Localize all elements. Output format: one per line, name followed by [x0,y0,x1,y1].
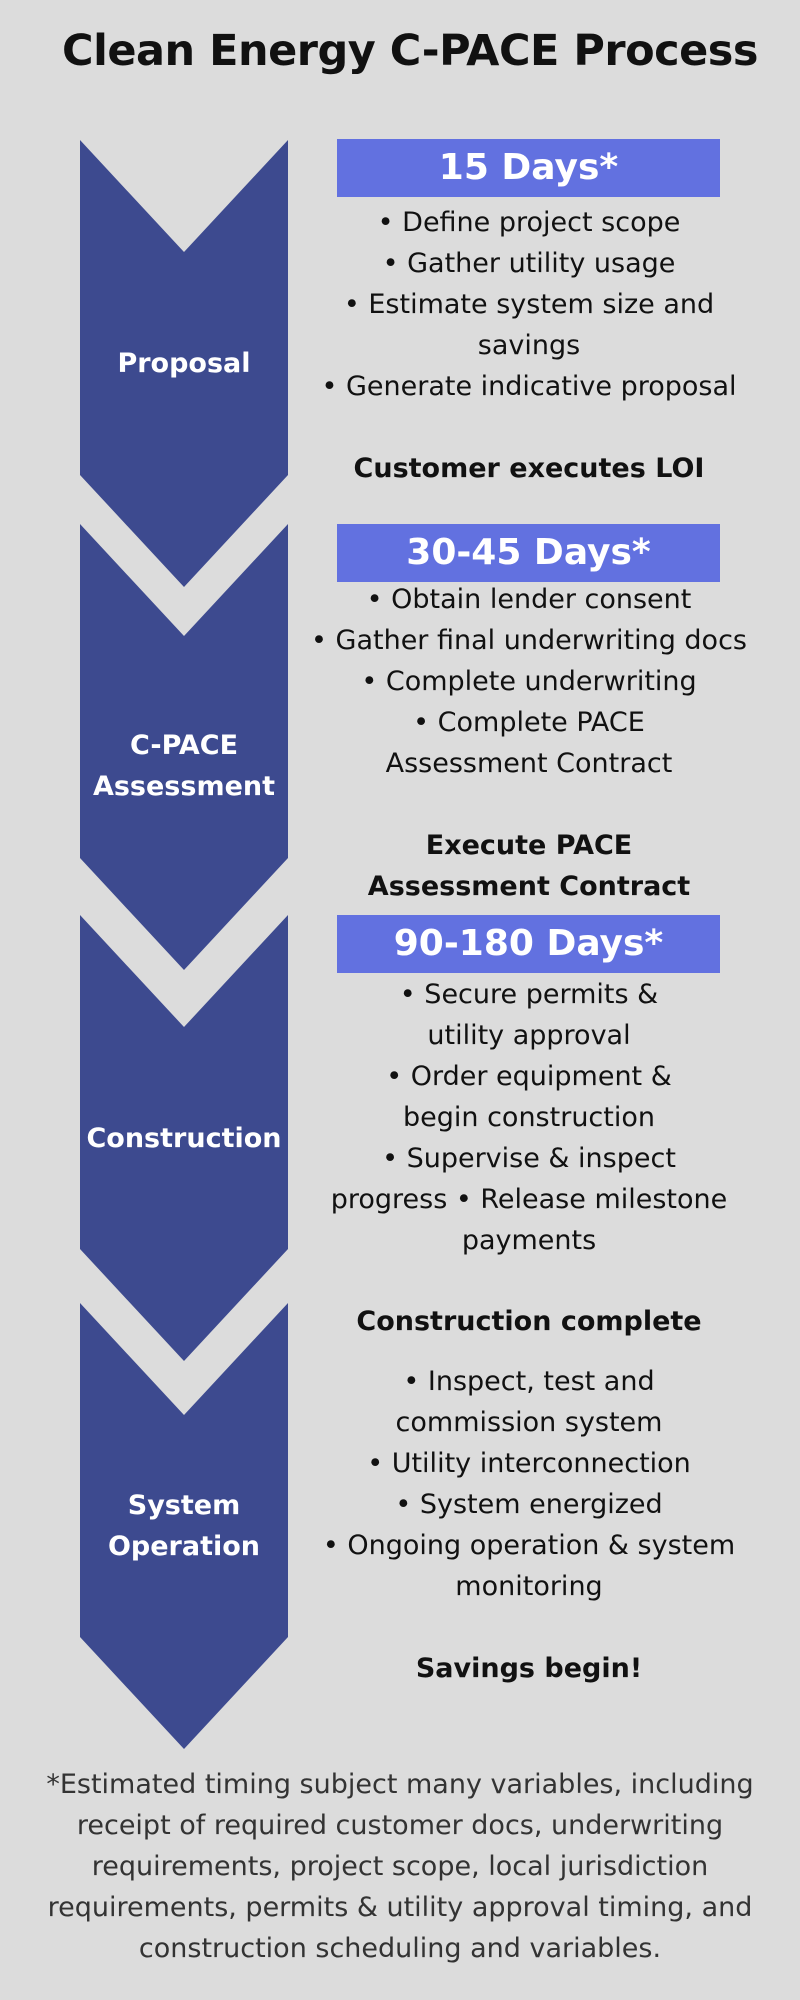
list-item: • Inspect, test and commission system [395,1366,663,1438]
list-item: • Obtain lender consent [366,584,692,615]
stage-label-line: Construction [86,1123,282,1154]
stage-label-line: Proposal [117,348,251,379]
stage-label-system-operation [80,1485,288,1567]
stage-label-cpace-assessment [80,725,288,807]
stage-label-line: C-PACE [129,730,239,761]
list-item: • Ongoing operation & system monitoring [322,1530,736,1602]
duration-badge-proposal: 15 Days* [337,139,720,197]
details-list-proposal [300,202,758,407]
stage-label-line: Assessment [92,771,276,802]
milestone-system-operation: Savings begin! [415,1653,643,1684]
details-list-system-operation [300,1361,758,1607]
milestone-cpace-assessment: Execute PACE Assessment Contract [367,830,691,902]
list-item: • Utility interconnection [367,1448,691,1479]
stage-label-line: Operation [107,1531,261,1562]
stage-label-proposal [80,343,288,384]
list-item: • Complete PACE Assessment Contract [385,707,673,779]
duration-badge-construction: 90-180 Days* [337,915,720,973]
list-item: • Complete underwriting [361,666,697,697]
duration-badge-cpace-assessment: 30-45 Days* [337,524,720,582]
list-item: • Define project scope [377,207,681,238]
list-item: • Supervise & inspect progress • Release milestone payments [330,1143,728,1256]
list-item: • System energized [395,1489,663,1520]
list-item: • Gather final underwriting docs [311,625,747,656]
list-item: • Estimate system size and savings [343,289,715,361]
list-item: • Gather utility usage [382,248,676,279]
list-item: • Secure permits & utility approval [399,979,659,1051]
page-title: Clean Energy C-PACE Process [62,26,758,76]
stage-label-line: System [127,1490,241,1521]
list-item: • Order equipment & begin construction [386,1061,672,1133]
milestone-proposal: Customer executes LOI [353,453,705,484]
details-list-construction [300,974,758,1261]
details-list-cpace-assessment [300,579,758,784]
stage-label-construction [80,1118,288,1159]
footnote: *Estimated timing subject many variables, including receipt of required customer docs, underwriting requirements, project scope, local jurisdiction requirements, permits & utility approval timing, and construction scheduling and variables. [46,1769,754,1964]
list-item: • Generate indicative proposal [321,371,737,402]
milestone-construction: Construction complete [356,1306,702,1337]
